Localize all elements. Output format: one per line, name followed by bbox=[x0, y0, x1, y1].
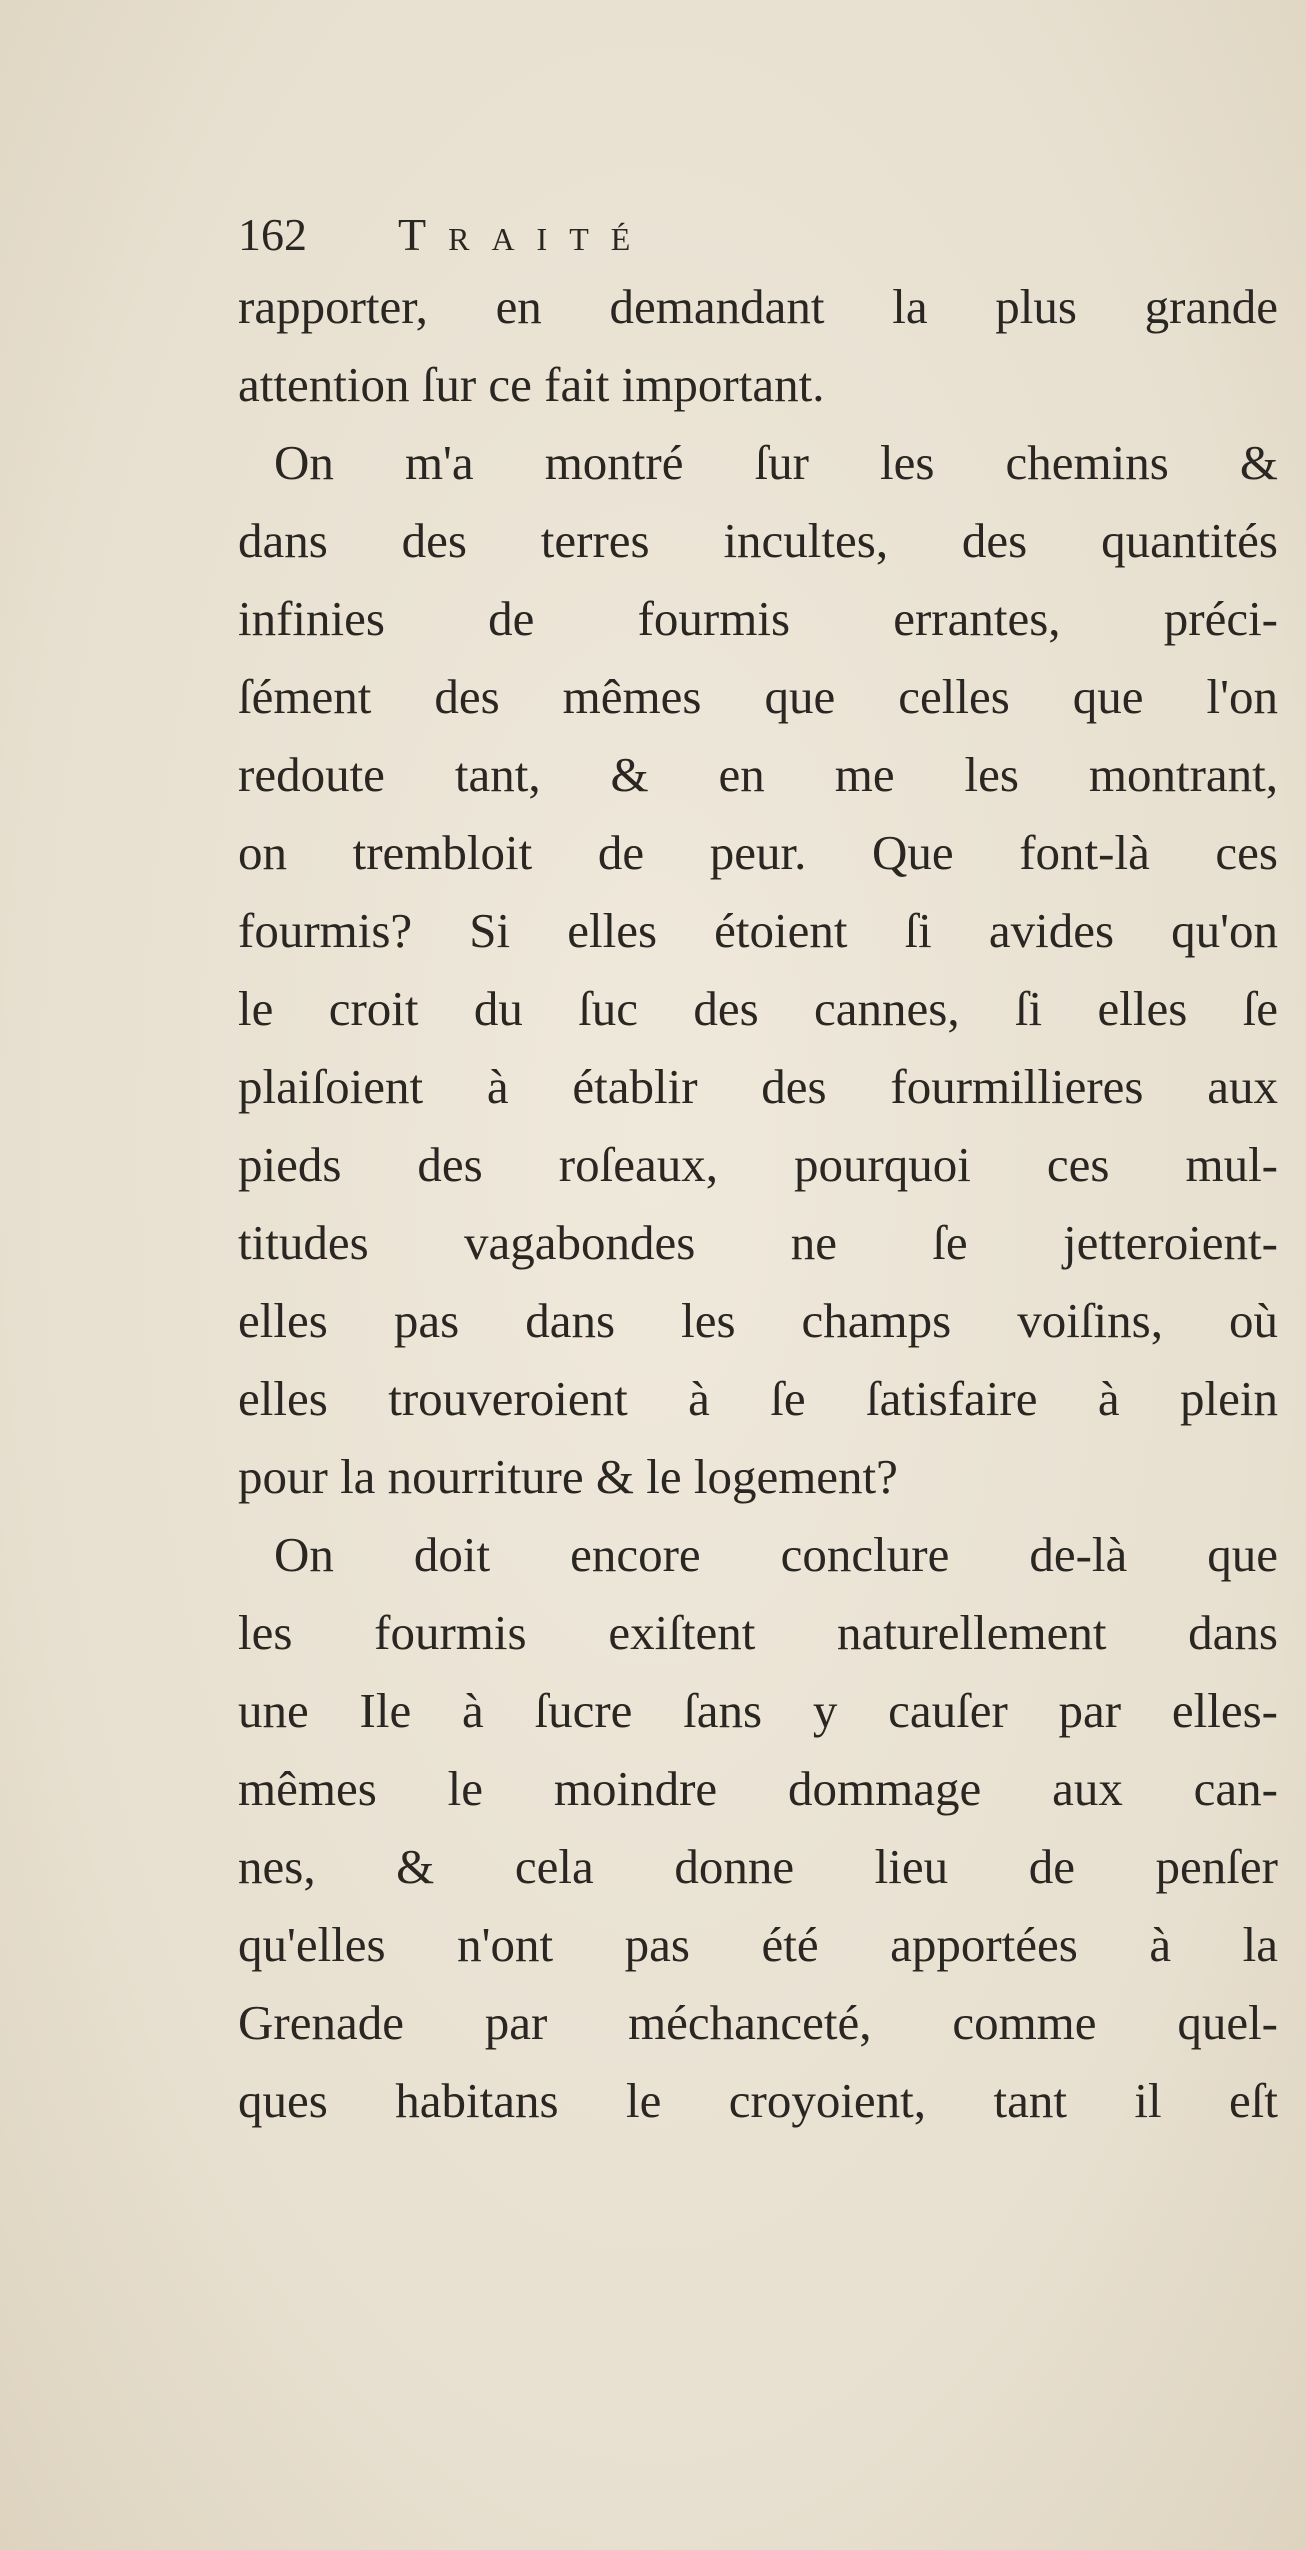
text-line: fourmis? Si elles étoient ſi avides qu'on bbox=[238, 903, 1278, 958]
text-line: Grenade par méchanceté, comme quel- bbox=[238, 1995, 1278, 2050]
text-line: elles pas dans les champs voiſins, où bbox=[238, 1293, 1278, 1348]
text-line: infinies de fourmis errantes, préci- bbox=[238, 591, 1278, 646]
text-line: plaiſoient à établir des fourmillieres aux bbox=[238, 1059, 1278, 1114]
text-line: dans des terres incultes, des quantités bbox=[238, 513, 1278, 568]
text-line: mêmes le moindre dommage aux can- bbox=[238, 1761, 1278, 1816]
text-line: qu'elles n'ont pas été apportées à la bbox=[238, 1917, 1278, 1972]
text-line: pour la nourriture & le logement? bbox=[238, 1449, 898, 1504]
text-line: on trembloit de peur. Que font-là ces bbox=[238, 825, 1278, 880]
text-line: On doit encore conclure de-là que bbox=[274, 1527, 1278, 1582]
running-title: Traité bbox=[398, 209, 653, 260]
page-body-text bbox=[238, 268, 1278, 2140]
page-header bbox=[238, 208, 978, 268]
text-line: On m'a montré ſur les chemins & bbox=[274, 435, 1278, 490]
page-number: 162 bbox=[238, 209, 307, 260]
text-line: les fourmis exiſtent naturellement dans bbox=[238, 1605, 1278, 1660]
text-line: ſément des mêmes que celles que l'on bbox=[238, 669, 1278, 724]
text-line: une Ile à ſucre ſans y cauſer par elles- bbox=[238, 1683, 1278, 1738]
text-line: le croit du ſuc des cannes, ſi elles ſe bbox=[238, 981, 1278, 1036]
text-line: nes, & cela donne lieu de penſer bbox=[238, 1839, 1278, 1894]
text-line: attention ſur ce fait important. bbox=[238, 357, 825, 412]
text-line: titudes vagabondes ne ſe jetteroient- bbox=[238, 1215, 1278, 1270]
text-line: ques habitans le croyoient, tant il eſt bbox=[238, 2073, 1278, 2128]
text-line: pieds des roſeaux, pourquoi ces mul- bbox=[238, 1137, 1278, 1192]
text-line: elles trouveroient à ſe ſatisfaire à plein bbox=[238, 1371, 1278, 1426]
text-line: rapporter, en demandant la plus grande bbox=[238, 279, 1278, 334]
text-line: redoute tant, & en me les montrant, bbox=[238, 747, 1278, 802]
